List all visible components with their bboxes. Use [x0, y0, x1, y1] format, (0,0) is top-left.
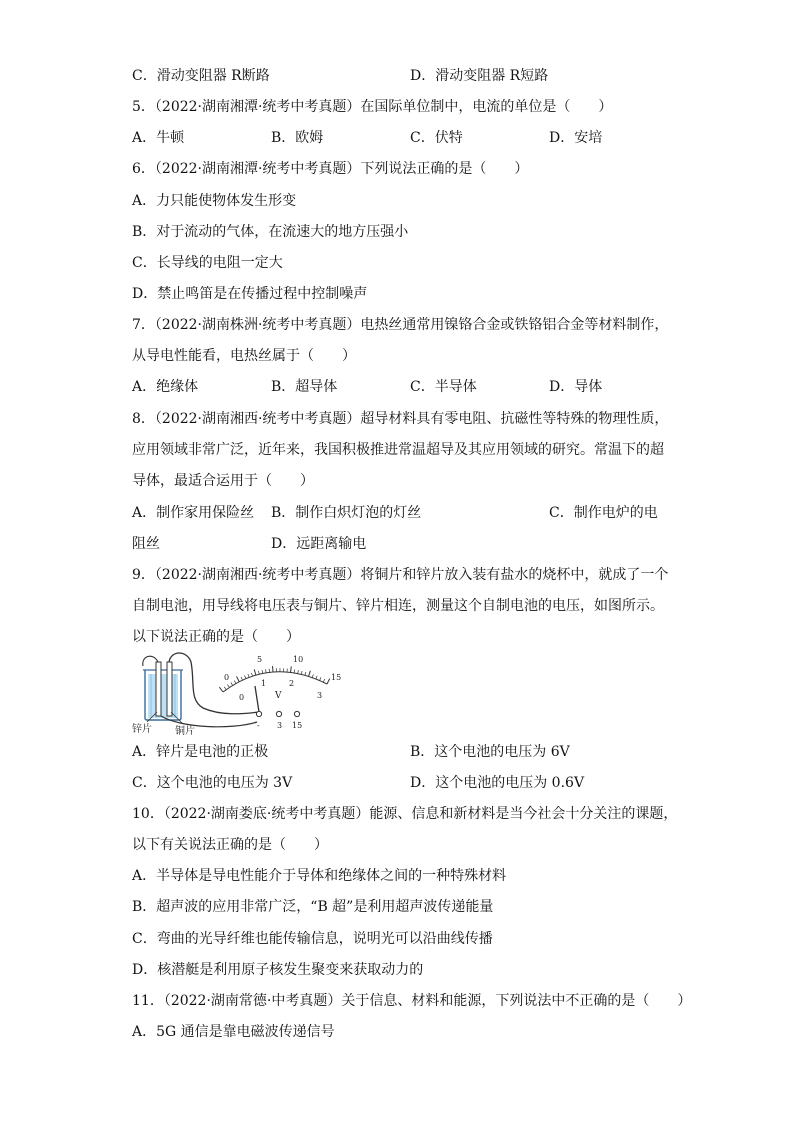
- q10-option-b: B．超声波的应用非常广泛，“B 超”是利用超声波传递能量: [132, 899, 494, 915]
- q7-option-b: B．超导体: [271, 379, 338, 395]
- q8-option-a: A．制作家用保险丝: [132, 505, 255, 521]
- q4-option-d: D．滑动变阻器 R短路: [410, 68, 549, 84]
- terminal-label-neg: -: [257, 721, 260, 730]
- meter-tick: [266, 669, 267, 672]
- meter-tick: [248, 674, 249, 677]
- wire-copper: [169, 653, 259, 714]
- meter-tick: [298, 670, 299, 673]
- meter-tick: [309, 671, 311, 677]
- scale-bottom-0: 0: [239, 693, 245, 702]
- q9-option-a: A．锌片是电池的正极: [132, 744, 269, 760]
- q5-option-b: B．欧姆: [271, 130, 324, 146]
- q5-option-d: D．安培: [549, 130, 603, 146]
- q7-option-c: C．半导体: [410, 379, 477, 395]
- meter-tick: [231, 682, 233, 685]
- meter-tick: [219, 687, 223, 692]
- meter-tick: [323, 679, 324, 682]
- terminal-label-3: 3: [277, 721, 283, 730]
- meter-tick: [316, 676, 317, 679]
- scale-bottom-1: 1: [261, 679, 267, 688]
- q4-option-c: C．滑动变阻器 R断路: [132, 68, 270, 84]
- q10-option-c: C．弯曲的光导纤维也能传输信息，说明光可以沿曲线传播: [132, 931, 493, 947]
- meter-tick: [294, 670, 295, 673]
- meter-tick: [291, 666, 292, 672]
- q11-stem: 11．（2022·湖南常德·中考真题）关于信息、材料和能源，下列说法中不正确的是（ ）: [132, 993, 692, 1009]
- terminal-negative: [256, 711, 261, 716]
- terminal-label-15: 15: [292, 721, 303, 730]
- label-zinc: 锌片: [132, 724, 152, 735]
- q7-option-a: A．绝缘体: [132, 379, 199, 395]
- meter-tick: [241, 677, 242, 680]
- scale-top-15: 15: [331, 673, 342, 682]
- meter-tick: [327, 679, 330, 684]
- q6-option-b: B．对于流动的气体，在流速大的地方压强小: [132, 224, 409, 240]
- q6-option-d: D．禁止鸣笛是在传播过程中控制噪声: [132, 286, 368, 302]
- beaker: [143, 670, 183, 720]
- meter-arc: [223, 672, 327, 692]
- terminal-3: [276, 711, 281, 716]
- q8-option-b: B．制作白炽灯泡的灯丝: [271, 505, 422, 521]
- q10-stem-line2: 以下有关说法正确的是（ ）: [132, 837, 328, 853]
- meter-ticks: [219, 666, 329, 692]
- q8-stem-line3: 导体，最适合运用于（ ）: [132, 473, 314, 489]
- battery-voltmeter-figure: [131, 652, 351, 736]
- q9-stem-line3: 以下说法正确的是（ ）: [132, 629, 300, 645]
- meter-tick: [234, 680, 236, 683]
- meter-tick: [251, 673, 252, 676]
- q6-option-a: A．力只能使物体发生形变: [132, 193, 297, 209]
- meter-tick: [258, 671, 259, 674]
- meter-tick: [312, 674, 313, 677]
- q8-option-d: D．远距离输电: [271, 536, 367, 552]
- zinc-plate: [156, 662, 161, 716]
- q7-option-d: D．导体: [549, 379, 603, 395]
- meter-tick: [254, 669, 256, 675]
- meter-tick: [262, 670, 263, 673]
- q9-stem-line1: 9．（2022·湖南湘西·统考中考真题）将铜片和锌片放入装有盐水的烧杯中，就成了一个: [132, 567, 669, 583]
- q7-stem-line2: 从导电性能看，电热丝属于（ ）: [132, 348, 356, 364]
- q7-stem-line1: 7．（2022·湖南株洲·统考中考真题）电热丝通常用镍铬合金或铁铬铝合金等材料制作，: [132, 317, 669, 333]
- scale-bottom-2: 2: [289, 679, 295, 688]
- label-copper: 铜片: [175, 726, 195, 736]
- q5-stem: 5．（2022·湖南湘潭·统考中考真题）在国际单位制中，电流的单位是（ ）: [132, 99, 613, 115]
- meter-tick: [228, 685, 230, 688]
- q8-stem-line1: 8．（2022·湖南湘西·统考中考真题）超导材料具有零电阻、抗磁性等特殊的物理性质，: [132, 411, 669, 427]
- q10-option-d: D．核潜艇是利用原子核发生聚变来获取动力的: [132, 962, 424, 978]
- meter-tick: [301, 671, 302, 674]
- scale-bottom-3: 3: [317, 691, 323, 700]
- q8-option-c: C．制作电炉的电: [549, 505, 658, 521]
- scale-top-10: 10: [293, 655, 304, 664]
- q5-option-c: C．伏特: [410, 130, 463, 146]
- copper-plate: [167, 662, 172, 716]
- q6-option-c: C．长导线的电阻一定大: [132, 255, 283, 271]
- q9-option-c: C．这个电池的电压为 3V: [132, 775, 293, 791]
- q5-option-a: A．牛顿: [132, 130, 185, 146]
- meter-tick: [236, 676, 239, 681]
- terminal-15: [294, 711, 299, 716]
- q9-option-b: B．这个电池的电压为 6V: [410, 744, 570, 760]
- meter-tick: [320, 677, 321, 680]
- q9-option-d: D．这个电池的电压为 0.6V: [410, 775, 585, 791]
- meter-unit: V: [275, 691, 282, 701]
- q9-stem-line2: 自制电池，用导线将电压表与铜片、锌片相连，测量这个自制电池的电压，如图所示。: [132, 598, 664, 614]
- scale-top-5: 5: [257, 655, 263, 664]
- q8-stem-line2: 应用领域非常广泛，近年来，我国积极推进常温超导及其应用领域的研究。常温下的超: [132, 442, 664, 458]
- meter-needle: [255, 686, 259, 712]
- q10-stem-line1: 10．（2022·湖南娄底·统考中考真题）能源、信息和新材料是当今社会十分关注的课题，: [132, 806, 678, 822]
- meter-tick: [224, 687, 226, 690]
- meter-tick: [244, 675, 245, 678]
- q11-option-a: A．5G 通信是靠电磁波传递信号: [132, 1024, 335, 1040]
- meter-tick: [305, 672, 306, 675]
- scale-zero-top: 0: [224, 673, 230, 682]
- q10-option-a: A．半导体是导电性能介于导体和绝缘体之间的一种特殊材料: [132, 868, 507, 884]
- q6-stem: 6．（2022·湖南湘潭·统考中考真题）下列说法正确的是（ ）: [132, 161, 529, 177]
- q8-option-c-cont: 阻丝: [132, 536, 160, 552]
